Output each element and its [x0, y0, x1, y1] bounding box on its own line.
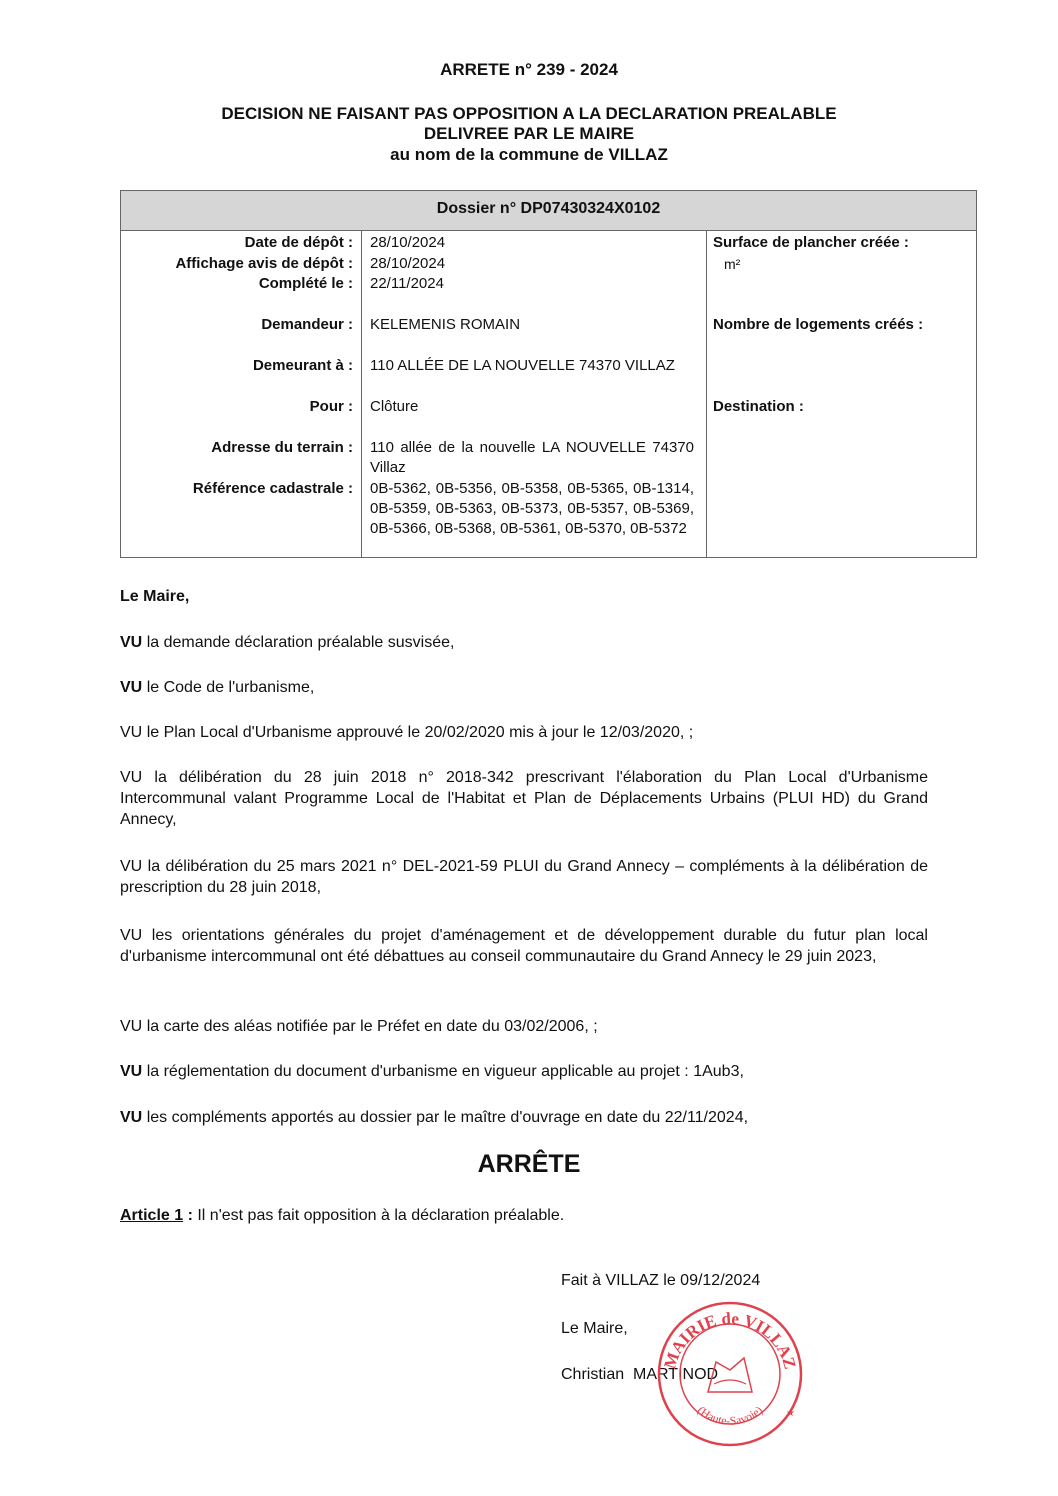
visa-paragraph [120, 856, 928, 898]
destination-label: Destination : [713, 398, 804, 415]
dossier-heading: Dossier n° DP07430324X0102 [121, 191, 976, 231]
article-label: Article 1 [120, 1207, 184, 1224]
visa-text: le Plan Local d'Urbanisme approuvé le 20/02/2020 mis à jour le 12/03/2020, ; [146, 724, 694, 741]
visa-text: la demande déclaration préalable susvisée, [146, 634, 455, 651]
visa-text: la carte des aléas notifiée par le Préfet en date du 03/02/2006, ; [146, 1018, 598, 1035]
visa-paragraph [120, 632, 928, 653]
demeurant-value: 110 ALLÉE DE LA NOUVELLE 74370 VILLAZ [370, 357, 675, 374]
pour-value: Clôture [370, 398, 419, 415]
mairie-seal-stamp [656, 1300, 804, 1448]
visa-paragraph [120, 767, 928, 830]
article-text: Il n'est pas fait opposition à la déclaration préalable. [197, 1207, 565, 1224]
article-separator: : [183, 1207, 198, 1224]
visa-text: les orientations générales du projet d'aménagement et de développement durable du futur plan local d'urbanisme intercommunal ont été débattues au conseil communautaire du Grand Annecy le 29 juin 2023, [120, 927, 928, 965]
visa-text: la délibération du 25 mars 2021 n° DEL-2021-59 PLUI du Grand Annecy – compléments à la délibération de prescription du 28 juin 2018, [120, 858, 929, 896]
svg-text:MAIRIE de VILLAZ: MAIRIE de VILLAZ [660, 1308, 800, 1372]
vu-word: VU [120, 1063, 143, 1080]
affichage-value: 28/10/2024 [370, 255, 446, 272]
adresse-value: 110 allée de la nouvelle LA NOUVELLE 74370 Villaz [370, 439, 694, 476]
svg-text:★: ★ [786, 1408, 795, 1419]
visa-text: la délibération du 28 juin 2018 n° 2018-342 prescrivant l'élaboration du Plan Local d'Urbanisme Intercommunal valant Programme Local de l'Habitat et Plan de Déplacements Urbains (PLUI HD) du Grand Annecy, [120, 769, 928, 828]
visa-paragraph [120, 925, 928, 967]
reference-value: 0B-5362, 0B-5356, 0B-5358, 0B-5365, 0B-1314, 0B-5359, 0B-5363, 0B-5373, 0B-5357, 0B-5369, 0B-5366, 0B-5368, 0B-5361, 0B-5370, 0B-5372 [370, 480, 694, 537]
adresse-label: Adresse du terrain : [211, 439, 353, 456]
svg-text:(Haute-Savoie): (Haute-Savoie) [694, 1403, 766, 1428]
vu-word: VU [120, 679, 143, 696]
surface-label: Surface de plancher créée : [713, 234, 909, 251]
signature-place-date: Fait à VILLAZ le 09/12/2024 [561, 1272, 761, 1289]
opening-le-maire: Le Maire, [120, 588, 190, 605]
article-1 [120, 1207, 564, 1225]
signature-role: Le Maire, [561, 1320, 628, 1337]
logements-label: Nombre de logements créés : [713, 316, 924, 333]
vu-word: VU [120, 927, 143, 944]
reference-label: Référence cadastrale : [192, 480, 353, 497]
visa-text: le Code de l'urbanisme, [146, 679, 315, 696]
visa-text: la réglementation du document d'urbanisme en vigueur applicable au projet : 1Aub3, [146, 1063, 744, 1080]
demeurant-label: Demeurant à : [252, 357, 353, 374]
title-line-3: au nom de la commune de VILLAZ [390, 145, 668, 164]
vu-word: VU [120, 634, 143, 651]
column-divider [706, 230, 707, 557]
pour-label: Pour : [309, 398, 353, 415]
visa-paragraph [120, 677, 928, 698]
signature-name: Christian MARTINOD [561, 1366, 719, 1383]
dossier-box [120, 190, 977, 558]
vu-word: VU [120, 1018, 143, 1035]
demandeur-label: Demandeur : [261, 316, 353, 333]
vu-word: VU [120, 1109, 143, 1126]
visa-text: les compléments apportés au dossier par le maître d'ouvrage en date du 22/11/2024, [146, 1109, 749, 1126]
vu-word: VU [120, 769, 143, 786]
title-line-1: DECISION NE FAISANT PAS OPPOSITION A LA DECLARATION PREALABLE [221, 104, 837, 123]
column-divider [361, 230, 362, 557]
date-depot-value: 28/10/2024 [370, 234, 446, 251]
demandeur-value: KELEMENIS ROMAIN [370, 316, 521, 333]
visa-paragraph [120, 722, 928, 743]
affichage-label: Affichage avis de dépôt : [175, 255, 353, 272]
arrete-number: ARRETE n° 239 - 2024 [440, 60, 618, 79]
surface-unit: m² [724, 256, 741, 272]
vu-word: VU [120, 858, 143, 875]
label-column [121, 191, 353, 557]
complete-value: 22/11/2024 [370, 275, 444, 292]
title-line-2: DELIVREE PAR LE MAIRE [423, 124, 635, 143]
visa-paragraph [120, 1107, 928, 1128]
vu-word: VU [120, 724, 143, 741]
visa-paragraph [120, 1061, 928, 1082]
date-depot-label: Date de dépôt : [244, 234, 353, 251]
complete-label: Complété le : [258, 275, 353, 292]
arrete-heading: ARRÊTE [477, 1150, 581, 1178]
visa-paragraph [120, 1016, 928, 1037]
